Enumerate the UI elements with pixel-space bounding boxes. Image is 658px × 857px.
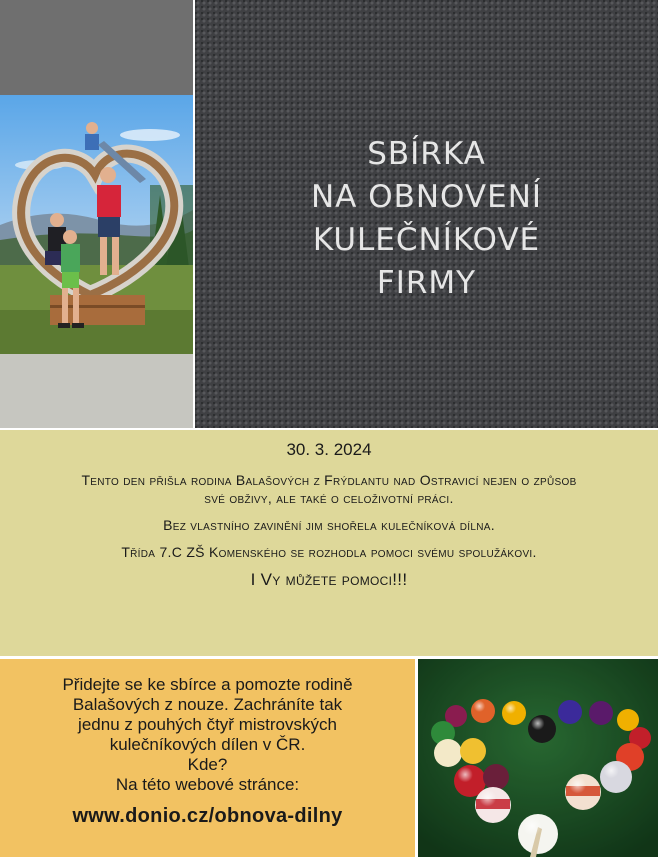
title-line-2: NA OBNOVENÍ	[310, 179, 543, 215]
call-to-action: I Vy můžete pomoci!!!	[250, 570, 408, 589]
bottom-left-gray-block	[0, 354, 193, 428]
billiard-balls-photo	[418, 659, 658, 857]
info-paragraph-2: Bez vlastního zavinění jim shořela kulečníková dílna.	[163, 517, 495, 533]
join-text	[18, 675, 398, 795]
event-date: 30. 3. 2024	[286, 440, 372, 459]
info-paragraph-1: Tento den přišla rodina Balašových z Frýdlantu nad Ostravicí nejen o způsob své obživy, ale také o celoživotní práci.	[81, 472, 577, 506]
join-line-4: kulečníkových dílen v ČR.	[109, 735, 306, 754]
title-panel	[195, 0, 658, 428]
page-title	[311, 133, 542, 305]
top-left-gray-block	[0, 0, 193, 95]
join-line-1: Přidejte se ke sbírce a pomozte rodině	[62, 675, 353, 694]
join-panel	[0, 659, 415, 857]
info-panel	[0, 430, 658, 656]
join-line-5: Kde?	[187, 755, 228, 774]
info-paragraph-3: Třída 7.C ZŠ Komenského se rozhodla pomoci svému spolužákovi.	[121, 544, 537, 560]
title-line-4: FIRMY	[376, 265, 477, 301]
donation-link[interactable]: www.donio.cz/obnova-dilny	[72, 805, 343, 827]
title-line-3: KULEČNÍKOVÉ	[312, 222, 541, 258]
title-line-1: SBÍRKA	[367, 136, 486, 172]
join-line-3: jednu z pouhých čtyř mistrovských	[78, 715, 337, 734]
join-line-6: Na této webové stránce:	[115, 775, 300, 794]
join-line-2: Balašových z nouze. Zachráníte tak	[72, 695, 343, 714]
family-photo	[0, 95, 193, 354]
